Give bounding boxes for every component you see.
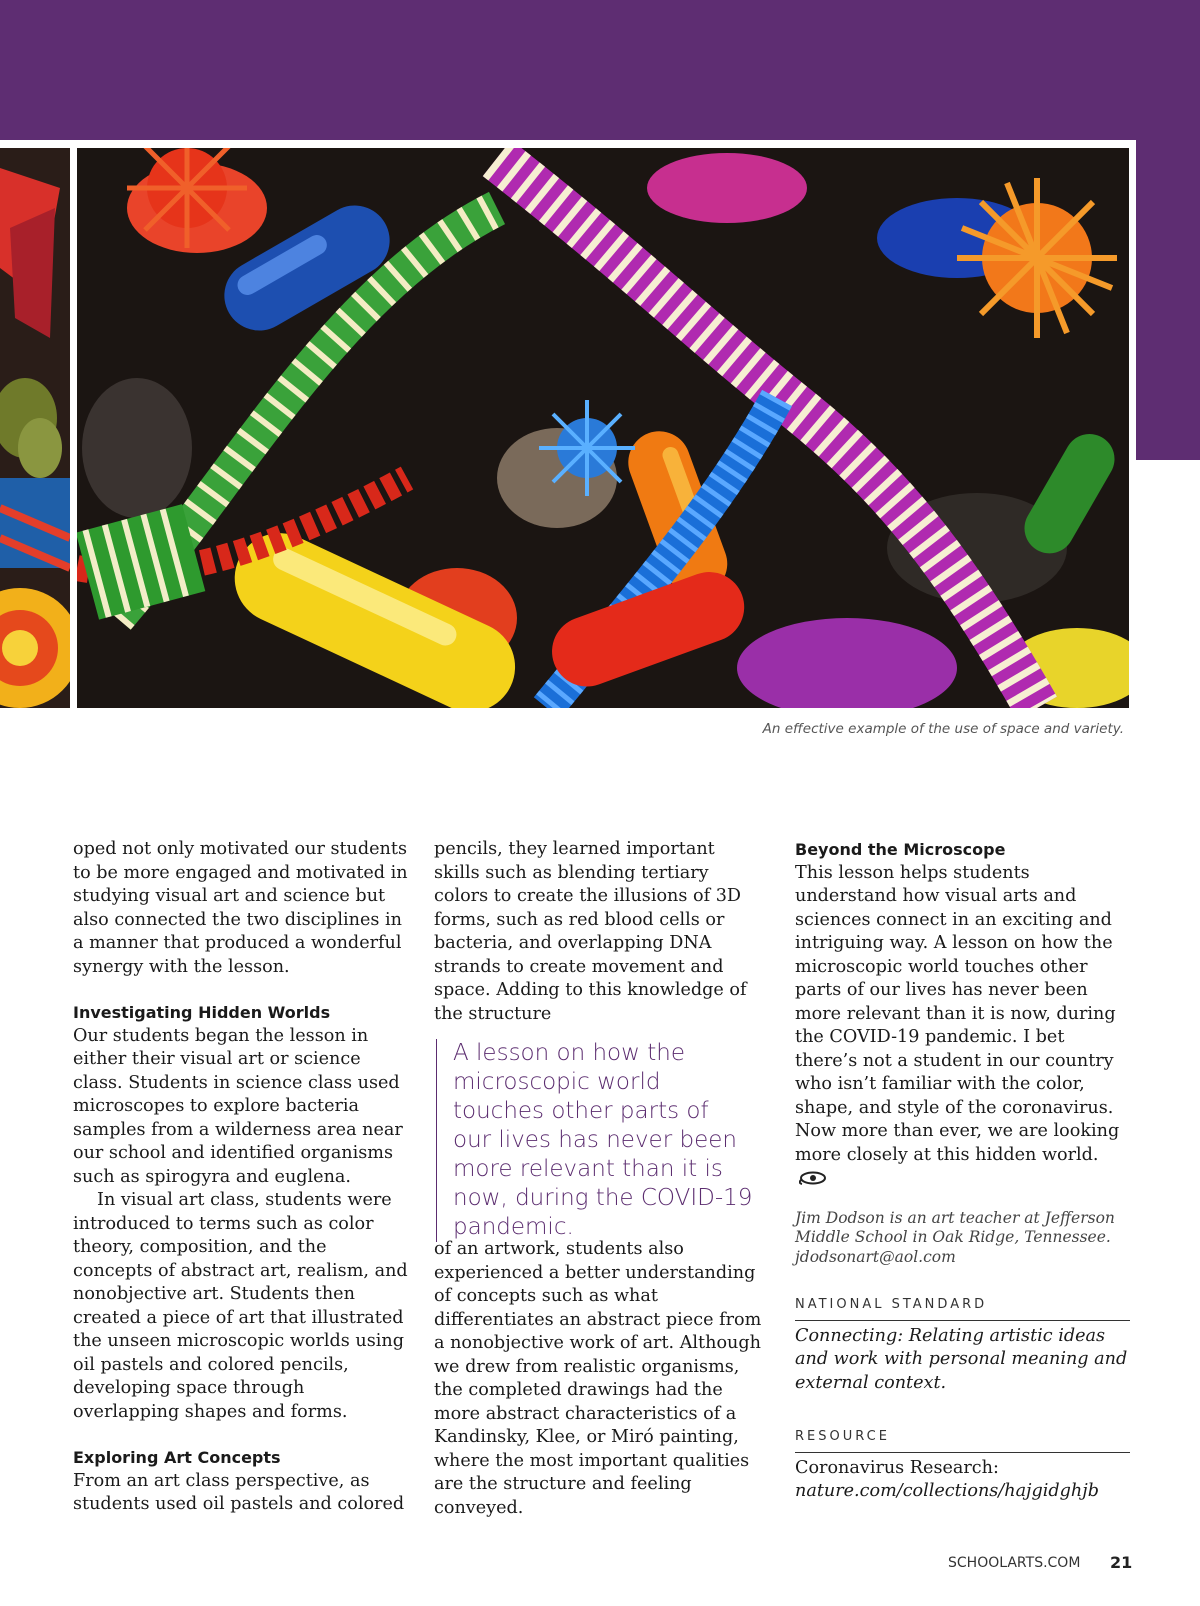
resource-text — [795, 1457, 1130, 1504]
col2-paragraph-2: of an artwork, students also experienced a better understanding of concepts such as what differentiates an abstract piece from a nonobjective work of art. Although we drew from realistic organisms, the completed drawings had the more abstract characteristics of a Kandinsky, Klee, or Miró painting, where the most important qualities are the structure and feeling conveyed. — [434, 1239, 762, 1518]
column-1 — [73, 838, 408, 1517]
heading-investigating-hidden-worlds: Investigating Hidden Worlds — [73, 1003, 331, 1022]
figure-caption: An effective example of the use of space and variety. — [762, 721, 1124, 737]
resource-prefix: Coronavirus Research: — [795, 1457, 999, 1478]
col1-paragraph-3: In visual art class, students were introduced to terms such as color theory, composition, and the concepts of abstract art, realism, and nonobjective art. Students then created a piece of art that illustrated the unseen microscopic worlds using oil pastels and colored pencils, developing space through overlapping shapes and forms. — [73, 1190, 408, 1422]
col1-paragraph-1: oped not only motivated our students to be more engaged and motivated in studying visual art and science but also connected the two disciplines in a manner that produced a wonderful synergy with the lesson. — [73, 839, 408, 977]
column-3 — [795, 838, 1130, 1504]
author-bio: Jim Dodson is an art teacher at Jefferson Middle School in Oak Ridge, Tennessee. jdodsonart@aol.com — [795, 1208, 1115, 1266]
artwork-left-strip — [0, 148, 70, 708]
footer-site-name: SCHOOLARTS.COM — [948, 1555, 1081, 1571]
heading-beyond-the-microscope: Beyond the Microscope — [795, 840, 1006, 859]
eye-icon — [799, 1171, 829, 1185]
resource-label: RESOURCE — [795, 1425, 1130, 1453]
heading-exploring-art-concepts: Exploring Art Concepts — [73, 1448, 281, 1467]
side-color-band — [1136, 140, 1200, 460]
column-2 — [434, 838, 764, 1026]
col3-paragraph-1 — [795, 862, 1130, 1191]
national-standard-text: Connecting: Relating artistic ideas and work with personal meaning and external context. — [795, 1325, 1128, 1393]
col1-paragraph-4: From an art class perspective, as students used oil pastels and colored — [73, 1470, 405, 1514]
resource-link[interactable]: nature.com/collections/hajgidghjb — [795, 1481, 1099, 1501]
header-color-band — [0, 0, 1200, 140]
column-2-lower — [434, 1238, 764, 1520]
col2-paragraph-1: pencils, they learned important skills such as blending tertiary colors to create the illusions of 3D forms, such as red blood cells or bacteria, and overlapping DNA strands to create movement and space. Adding to this knowledge of the structure — [434, 839, 747, 1024]
artwork-image — [77, 148, 1129, 708]
col3-paragraph-1-text: This lesson helps students understand how visual arts and sciences connect in an exciting and intriguing way. A lesson on how the microscopic world touches other parts of our lives has never been more relevant than it is now, during the COVID-19 pandemic. I bet there’s not a student in our country who isn’t familiar with the color, shape, and style of the coronavirus. Now more than ever, we are looking more closely at this hidden world. — [795, 862, 1120, 1165]
page-number: 21 — [1110, 1553, 1133, 1572]
pull-quote: A lesson on how the microscopic world touches other parts of our lives has never been more relevant than it is now, during the COVID-19 pandemic. — [436, 1039, 753, 1242]
national-standard-label: NATIONAL STANDARD — [795, 1293, 1130, 1321]
col1-paragraph-2: Our students began the lesson in either their visual art or science class. Students in science class used microscopes to explore bacteria samples from a wilderness area near our school and identified organisms such as spirogyra and euglena. — [73, 1025, 403, 1187]
